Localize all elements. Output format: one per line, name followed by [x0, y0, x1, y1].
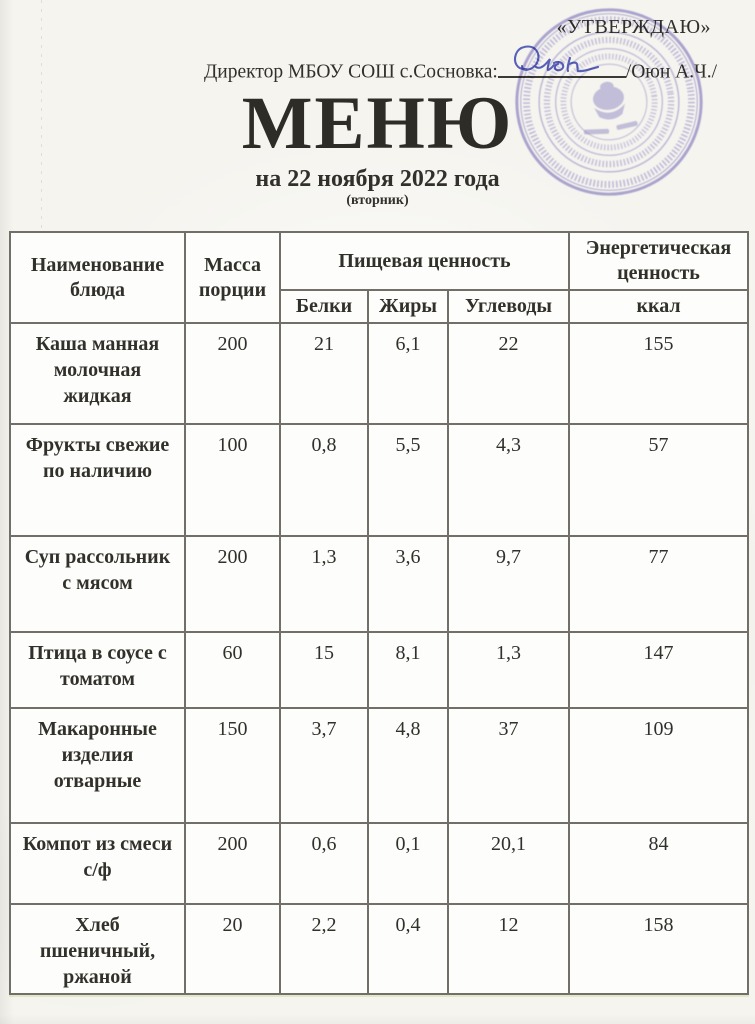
table-row [10, 536, 748, 632]
dish-name: Каша манная молочная жидкая [10, 323, 185, 424]
kcal-value: 84 [569, 823, 748, 904]
col-header-dish: Наименование блюда [10, 232, 185, 323]
director-name: /Оюн А.Ч./ [625, 61, 718, 83]
fat-value: 8,1 [368, 632, 448, 708]
col-header-mass: Масса порции [185, 232, 280, 323]
protein-value: 1,3 [280, 536, 368, 632]
carbs-value: 4,3 [448, 424, 569, 536]
carbs-value: 22 [448, 323, 569, 424]
col-header-nutrition: Пищевая ценность [280, 232, 569, 290]
dish-name: Макаронные изделия отварные [10, 708, 185, 823]
dish-name: Птица в соусе с томатом [10, 632, 185, 708]
carbs-value: 9,7 [448, 536, 569, 632]
portion-mass: 20 [185, 904, 280, 994]
menu-weekday: (вторник) [346, 193, 409, 208]
table-row [10, 323, 748, 424]
table-row [10, 424, 748, 536]
signature-icon [506, 40, 616, 78]
dish-name: Фрукты свежие по наличию [10, 424, 185, 536]
fat-value: 4,8 [368, 708, 448, 823]
table-row [10, 632, 748, 708]
kcal-value: 57 [569, 424, 748, 536]
fat-value: 6,1 [368, 323, 448, 424]
menu-date: на 22 ноября 2022 года [255, 166, 500, 192]
portion-mass: 60 [185, 632, 280, 708]
col-header-kcal: ккал [569, 290, 748, 323]
col-header-protein: Белки [280, 290, 368, 323]
kcal-value: 158 [569, 904, 748, 994]
col-header-energy: Энергетическая ценность [569, 232, 748, 290]
portion-mass: 100 [185, 424, 280, 536]
protein-value: 21 [280, 323, 368, 424]
menu-table [9, 231, 749, 995]
kcal-value: 77 [569, 536, 748, 632]
portion-mass: 200 [185, 323, 280, 424]
signature-line [498, 56, 626, 78]
col-header-carbs: Углеводы [448, 290, 569, 323]
carbs-value: 1,3 [448, 632, 569, 708]
table-row [10, 904, 748, 994]
director-line [204, 56, 717, 84]
kcal-value: 147 [569, 632, 748, 708]
protein-value: 15 [280, 632, 368, 708]
portion-mass: 150 [185, 708, 280, 823]
dish-name: Хлеб пшеничный, ржаной [10, 904, 185, 994]
kcal-value: 155 [569, 323, 748, 424]
protein-value: 2,2 [280, 904, 368, 994]
carbs-value: 12 [448, 904, 569, 994]
dish-name: Суп рассольник с мясом [10, 536, 185, 632]
table-row [10, 823, 748, 904]
protein-value: 0,8 [280, 424, 368, 536]
approve-label: «УТВЕРЖДАЮ» [556, 16, 711, 38]
fat-value: 3,6 [368, 536, 448, 632]
portion-mass: 200 [185, 536, 280, 632]
director-label: Директор МБОУ СОШ с.Сосновка: [204, 61, 498, 83]
portion-mass: 200 [185, 823, 280, 904]
col-header-fat: Жиры [368, 290, 448, 323]
carbs-value: 37 [448, 708, 569, 823]
page-title: МЕНЮ [241, 82, 514, 165]
table-row [10, 708, 748, 823]
fat-value: 0,4 [368, 904, 448, 994]
protein-value: 0,6 [280, 823, 368, 904]
fat-value: 5,5 [368, 424, 448, 536]
carbs-value: 20,1 [448, 823, 569, 904]
kcal-value: 109 [569, 708, 748, 823]
fat-value: 0,1 [368, 823, 448, 904]
protein-value: 3,7 [280, 708, 368, 823]
dish-name: Компот из смеси с/ф [10, 823, 185, 904]
